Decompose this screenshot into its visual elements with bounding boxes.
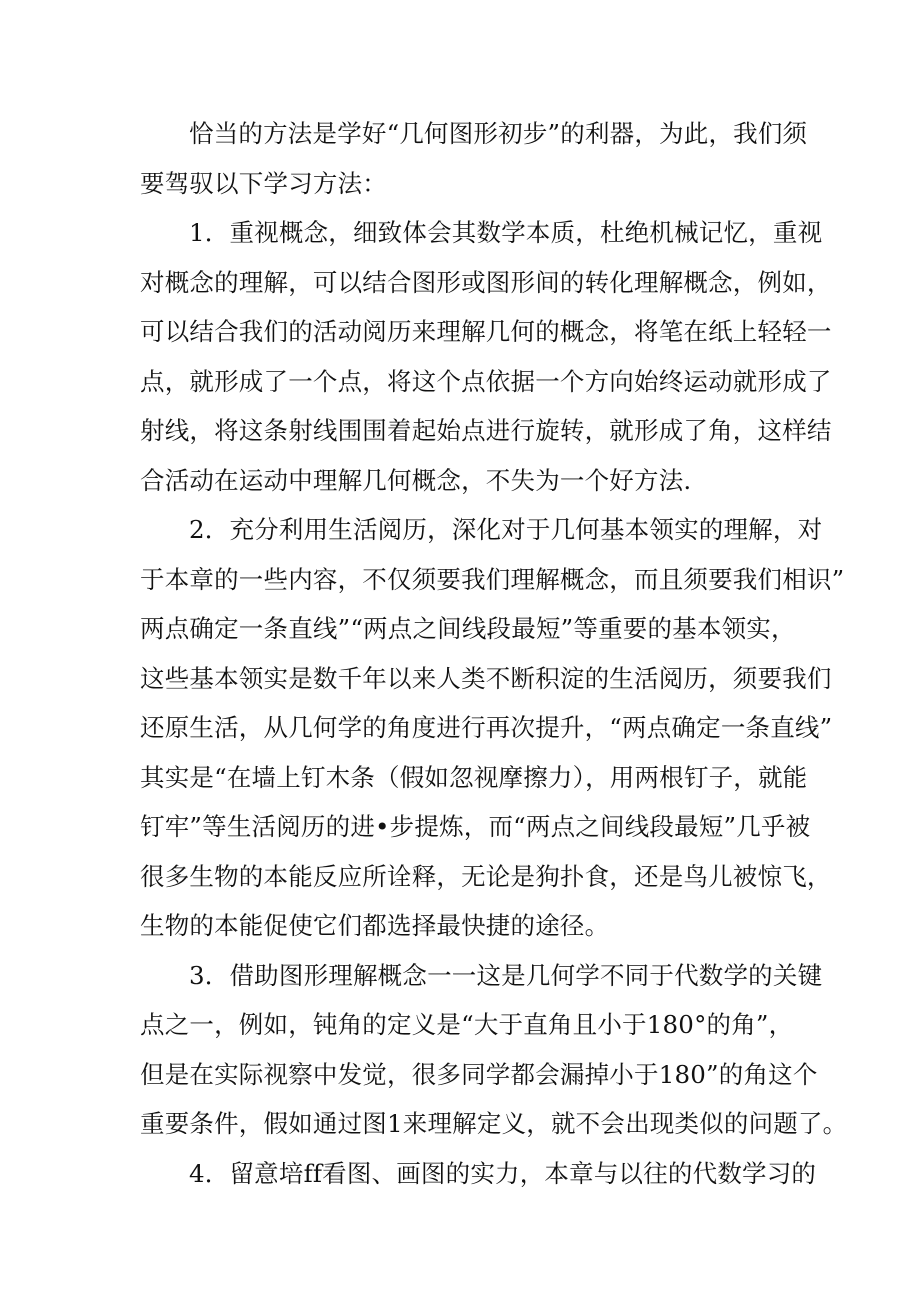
- item-2-line-3: 两点确定一条直线”“两点之间线段最短”等重要的基本领实，: [140, 614, 796, 643]
- item-2-line-5: 还原生活，从几何学的角度进行再次提升，“两点确定一条直线”: [140, 713, 833, 742]
- item-1-line-2: 对概念的理解，可以结合图形或图形间的转化理解概念，例如，: [140, 267, 832, 297]
- item-2-line-4: 这些基本领实是数千年以来人类不断积淀的生活阅历，须要我们: [140, 663, 832, 693]
- item-3-line-3: 但是在实际视察中发觉，很多同学都会漏掉小于180”的角这个: [140, 1059, 818, 1089]
- item-2-line-8: 很多生物的本能反应所诠释，无论是狗扑食，还是鸟儿被惊飞，: [140, 861, 832, 891]
- paragraph-intro-line-1: 恰当的方法是学好“几何图形初步”的利器，为此，我们须: [189, 119, 808, 148]
- item-3-line-4: 重要条件，假如通过图1来理解定义，就不会出现类似的问题了。: [140, 1109, 848, 1138]
- item-3-line-2: 点之一，例如，钝角的定义是“大于直角且小于180°的角”，: [140, 1010, 794, 1039]
- item-1-line-3: 可以结合我们的活动阅历来理解几何的概念，将笔在纸上轻轻一: [140, 317, 832, 346]
- item-1-line-5: 射线，将这条射线围围着起始点进行旋转，就形成了角，这样结: [140, 416, 832, 445]
- paragraph-intro-line-2: 要驾驭以下学习方法：: [140, 168, 387, 198]
- item-1-line-6: 合活动在运动中理解几何概念，不失为一个好方法.: [140, 465, 692, 495]
- item-4-line-1: 4．留意培ff看图、画图的实力，本章与以往的代数学习的: [189, 1158, 817, 1188]
- item-3-line-1: 3．借助图形理解概念一一这是几何学不同于代数学的关键: [189, 960, 823, 990]
- item-2-line-9: 生物的本能促使它们都选择最快捷的途径。: [140, 911, 610, 940]
- item-2-line-2: 于本章的一些内容，不仅须要我们理解概念，而且须要我们相识”: [140, 564, 845, 594]
- document-body: [140, 109, 848, 1198]
- item-1-line-4: 点，就形成了一个点，将这个点依据一个方向始终运动就形成了: [140, 366, 832, 396]
- item-2-line-7: 钉牢”等生活阅历的进•步提炼，而“两点之间线段最短”几乎被: [140, 812, 811, 841]
- item-2-line-1: 2．充分利用生活阅历，深化对于几何基本领实的理解，对: [189, 515, 823, 544]
- item-2-line-6: 其实是“在墙上钉木条（假如忽视摩擦力），用两根钉子，就能: [140, 762, 808, 792]
- item-1-line-1: 1．重视概念，细致体会其数学本质，杜绝机械记忆，重视: [189, 218, 823, 247]
